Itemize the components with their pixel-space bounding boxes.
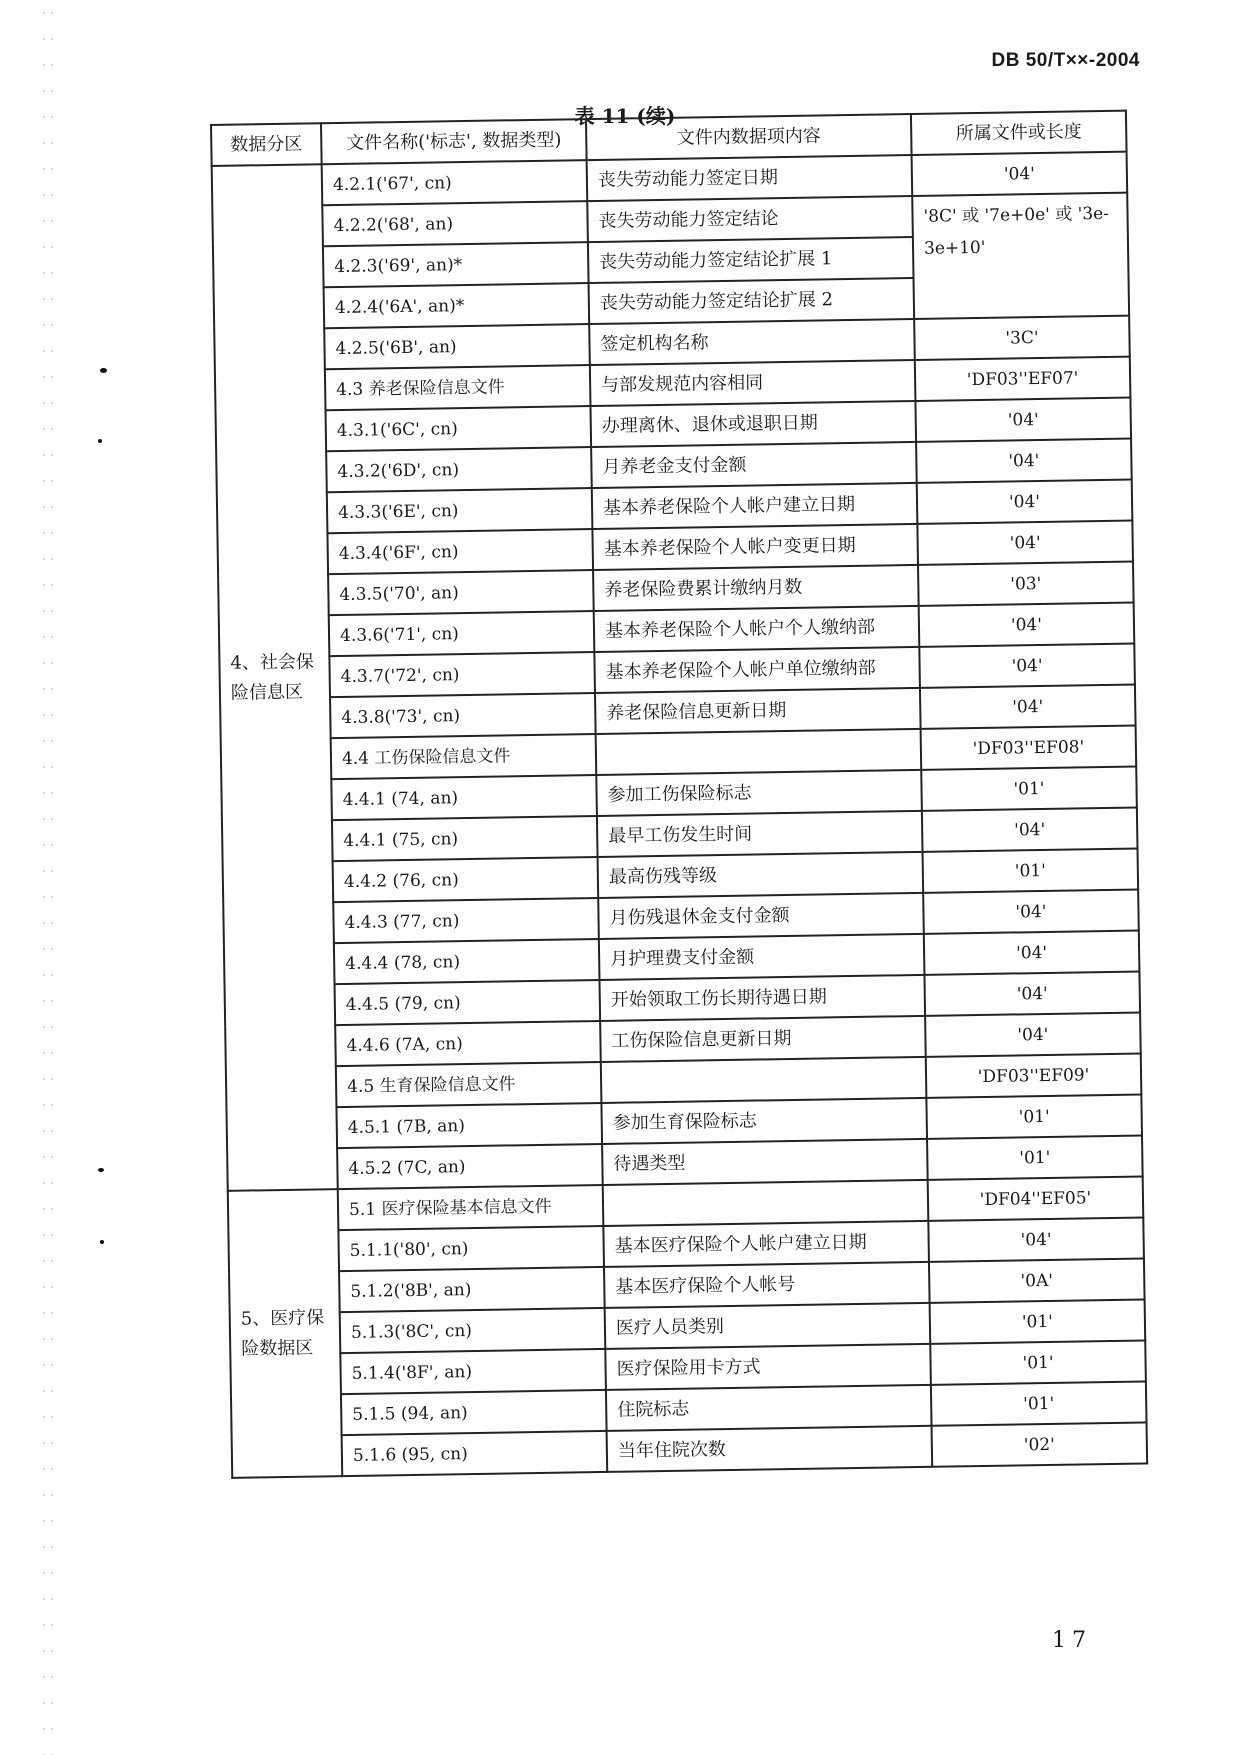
length-cell: '03' <box>918 562 1134 606</box>
length-cell: 'DF03''EF09' <box>926 1053 1142 1097</box>
column-header-file-name: 文件名称('标志', 数据类型) <box>321 119 587 164</box>
file-name-cell: 4.5.2 (7C, an) <box>337 1144 603 1189</box>
file-name-cell: 4.2.2('68', an) <box>322 201 588 246</box>
length-cell: 'DF03''EF07' <box>915 357 1131 401</box>
length-cell: '04' <box>920 685 1136 729</box>
length-cell: '01' <box>921 767 1137 811</box>
content-cell: 养老保险信息更新日期 <box>595 688 921 734</box>
content-cell: 住院标志 <box>606 1385 932 1431</box>
content-cell: 开始领取工伤长期待遇日期 <box>599 975 925 1021</box>
scan-speck <box>98 439 102 443</box>
file-name-cell: 4.4.1 (75, cn) <box>332 816 598 861</box>
content-cell: 丧失劳动能力签定结论 <box>587 196 913 242</box>
content-cell: 待遇类型 <box>602 1139 928 1185</box>
length-cell: 'DF04''EF05' <box>928 1176 1144 1220</box>
content-cell: 丧失劳动能力签定日期 <box>587 155 913 201</box>
file-name-cell: 4.2.5('6B', an) <box>324 324 590 369</box>
data-table <box>210 110 1148 1479</box>
scan-speck <box>100 1240 104 1244</box>
file-name-cell: 5.1.6 (95, cn) <box>342 1431 608 1476</box>
length-cell: '04' <box>924 972 1140 1016</box>
content-cell: 月养老金支付金额 <box>591 442 917 488</box>
length-cell: '04' <box>919 603 1135 647</box>
length-cell: '04' <box>925 1013 1141 1057</box>
file-name-cell: 4.3.3('6E', cn) <box>327 488 593 533</box>
content-cell: 医疗人员类别 <box>605 1303 931 1349</box>
content-cell: 最早工伤发生时间 <box>597 811 923 857</box>
length-cell: '04' <box>923 890 1139 934</box>
length-cell: 'DF03''EF08' <box>921 726 1137 770</box>
content-cell: 最高伤残等级 <box>598 852 924 898</box>
scan-speck <box>98 1168 104 1172</box>
content-cell: 办理离休、退休或退职日期 <box>590 401 916 447</box>
content-cell: 参加工伤保险标志 <box>596 770 922 816</box>
content-cell: 丧失劳动能力签定结论扩展 2 <box>589 278 915 324</box>
file-name-cell: 4.4 工伤保险信息文件 <box>331 734 597 779</box>
file-name-cell: 5.1.3('8C', cn) <box>340 1308 606 1353</box>
file-name-cell: 4.4.5 (79, cn) <box>335 980 601 1025</box>
length-cell: '0A' <box>929 1258 1145 1302</box>
content-cell: 当年住院次数 <box>607 1426 933 1472</box>
file-name-cell: 5.1.5 (94, an) <box>341 1390 607 1435</box>
page-number: 17 <box>1052 1628 1092 1653</box>
scan-speck <box>100 368 107 373</box>
content-cell: 参加生育保险标志 <box>601 1098 927 1144</box>
column-header-length: 所属文件或长度 <box>911 111 1127 155</box>
content-cell: 基本养老保险个人帐户单位缴纳部 <box>594 647 920 693</box>
column-header-partition: 数据分区 <box>211 123 322 166</box>
file-name-cell: 4.4.4 (78, cn) <box>334 939 600 984</box>
file-name-cell: 4.3.5('70', an) <box>328 570 594 615</box>
file-name-cell: 4.2.4('6A', an)* <box>324 283 590 328</box>
file-name-cell: 4.3.6('71', cn) <box>329 611 595 656</box>
content-cell: 基本养老保险个人帐户变更日期 <box>592 524 918 570</box>
content-cell: 基本养老保险个人帐户个人缴纳部 <box>594 606 920 652</box>
column-header-content: 文件内数据项内容 <box>586 114 912 160</box>
table-body <box>212 152 1147 1478</box>
length-cell: '01' <box>923 849 1139 893</box>
length-cell: '04' <box>917 480 1133 524</box>
length-cell: '04' <box>912 152 1128 196</box>
content-cell: 月护理费支付金额 <box>599 934 925 980</box>
file-name-cell: 5.1 医疗保险基本信息文件 <box>338 1185 604 1230</box>
scan-margin-dots <box>40 0 54 1755</box>
content-cell: 基本养老保险个人帐户建立日期 <box>592 483 918 529</box>
content-cell: 养老保险费累计缴纳月数 <box>593 565 919 611</box>
file-name-cell: 4.3.1('6C', cn) <box>326 406 592 451</box>
content-cell: 医疗保险用卡方式 <box>605 1344 931 1390</box>
length-cell: '3C' <box>914 316 1130 360</box>
file-name-cell: 5.1.4('8F', an) <box>340 1349 606 1394</box>
length-cell: '04' <box>924 931 1140 975</box>
table-title: 表 11 (续) <box>574 104 676 128</box>
table-sheet <box>210 110 1146 1479</box>
length-cell: '8C' 或 '7e+0e' 或 '3e-3e+10' <box>912 193 1129 319</box>
content-cell <box>596 729 922 775</box>
partition-cell: 4、社会保险信息区 <box>212 164 338 1191</box>
content-cell <box>603 1180 929 1226</box>
file-name-cell: 4.3 养老保险信息文件 <box>325 365 591 410</box>
file-name-cell: 4.4.1 (74, an) <box>331 775 597 820</box>
content-cell <box>601 1057 927 1103</box>
length-cell: '01' <box>930 1299 1146 1343</box>
length-cell: '04' <box>916 439 1132 483</box>
file-name-cell: 4.3.4('6F', cn) <box>327 529 593 574</box>
length-cell: '01' <box>926 1094 1142 1138</box>
file-name-cell: 4.5.1 (7B, an) <box>336 1103 602 1148</box>
length-cell: '02' <box>932 1422 1148 1466</box>
content-cell: 丧失劳动能力签定结论扩展 1 <box>588 237 914 283</box>
file-name-cell: 5.1.2('8B', an) <box>339 1267 605 1312</box>
length-cell: '04' <box>922 808 1138 852</box>
partition-cell: 5、医疗保险数据区 <box>228 1189 342 1478</box>
length-cell: '01' <box>930 1340 1146 1384</box>
file-name-cell: 5.1.1('80', cn) <box>338 1226 604 1271</box>
content-cell: 签定机构名称 <box>589 319 915 365</box>
file-name-cell: 4.3.7('72', cn) <box>329 652 595 697</box>
document-code: DB 50/T××-2004 <box>991 50 1140 71</box>
file-name-cell: 4.3.2('6D', cn) <box>326 447 592 492</box>
length-cell: '04' <box>928 1217 1144 1261</box>
file-name-cell: 4.2.3('69', an)* <box>323 242 589 287</box>
file-name-cell: 4.4.3 (77, cn) <box>333 898 599 943</box>
length-cell: '01' <box>927 1135 1143 1179</box>
content-cell: 月伤残退休金支付金额 <box>598 893 924 939</box>
length-cell: '04' <box>915 398 1131 442</box>
length-cell: '04' <box>917 521 1133 565</box>
content-cell: 基本医疗保险个人帐户建立日期 <box>603 1221 929 1267</box>
content-cell: 基本医疗保险个人帐号 <box>604 1262 930 1308</box>
file-name-cell: 4.4.6 (7A, cn) <box>335 1021 601 1066</box>
file-name-cell: 4.5 生育保险信息文件 <box>336 1062 602 1107</box>
content-cell: 与部发规范内容相同 <box>590 360 916 406</box>
content-cell: 工伤保险信息更新日期 <box>600 1016 926 1062</box>
file-name-cell: 4.4.2 (76, cn) <box>333 857 599 902</box>
file-name-cell: 4.2.1('67', cn) <box>322 160 588 205</box>
length-cell: '04' <box>919 644 1135 688</box>
length-cell: '01' <box>931 1381 1147 1425</box>
file-name-cell: 4.3.8('73', cn) <box>330 693 596 738</box>
